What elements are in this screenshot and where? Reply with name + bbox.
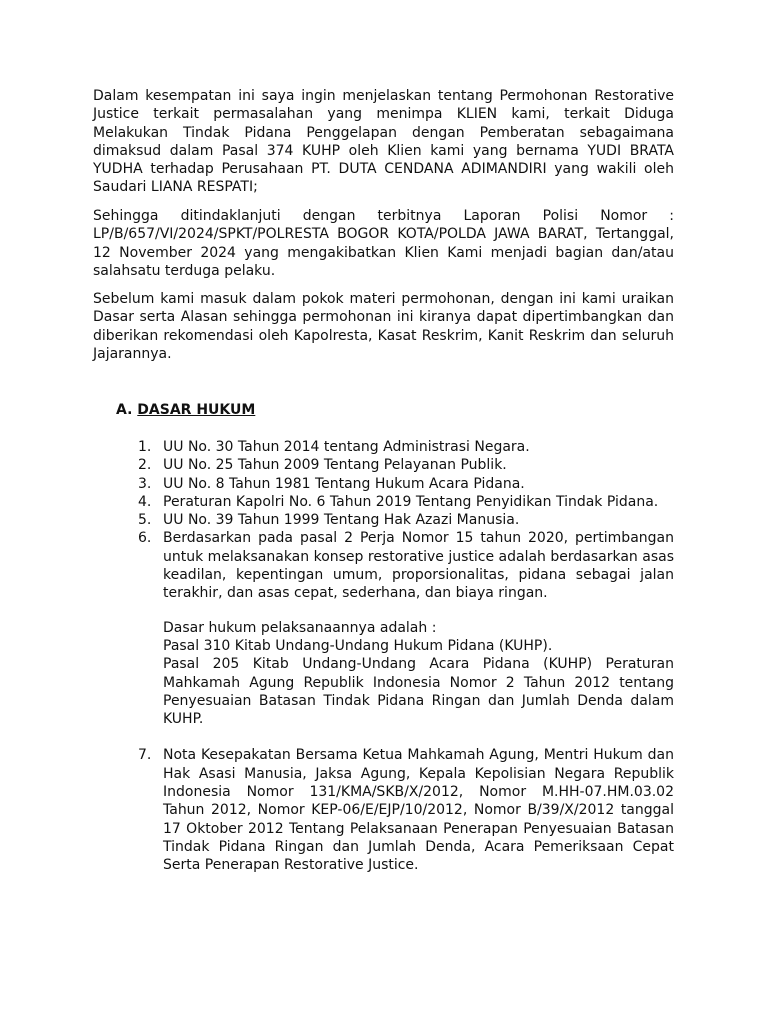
list-item-text: UU No. 30 Tahun 2014 tentang Administrasi Negara. xyxy=(163,439,530,455)
list-item-text: Nota Kesepakatan Bersama Ketua Mahkamah Agung, Mentri Hukum dan Hak Asasi Manusia, Jaksa Agung, Kepala Kepolisian Negara Republik Indonesia Nomor 131/KMA/SKB/X/2012, Nomor M.HH-07.HM.03.02 Tahun 2012, Nomor KEP-06/E/EJP/10/2012, Nomor B/39/X/2012 tanggal 17 Oktober 2012 Tentang Pelaksanaan Penerapan Penyesuaian Batasan Tindak Pidana Ringan dan Jumlah Denda, Acara Pemeriksaan Cepat Serta Penerapan Restorative Justice. xyxy=(163,747,674,874)
list-item xyxy=(0,529,768,746)
list-item xyxy=(0,475,768,493)
paragraph-basis-intro: Sebelum kami masuk dalam pokok materi permohonan, dengan ini kami uraikan Dasar serta Alasan sehingga permohonan ini kiranya dapat dipertimbangkan dan diberikan rekomendasi oleh Kapolresta, Kasat Reskrim, Kanit Reskrim dan seluruh Jajarannya. xyxy=(93,291,674,362)
basis-line-2: Pasal 205 Kitab Undang-Undang Acara Pidana (KUHP) Peraturan Mahkamah Agung Republik Indonesia Nomor 2 Tahun 2012 tentang Penyesuaian Batasan Tindak Pidana Ringan dan Jumlah Denda dalam KUHP. xyxy=(163,656,674,728)
basis-intro: Dasar hukum pelaksanaannya adalah : xyxy=(163,619,437,636)
list-item-number: 4. xyxy=(138,493,152,510)
section-letter: A. xyxy=(116,402,133,418)
list-item xyxy=(0,511,768,529)
list-item-text: Berdasarkan pada pasal 2 Perja Nomor 15 tahun 2020, pertimbangan untuk melaksanakan konsep restorative justice adalah berdasarkan asas keadilan, kepentingan umum, proporsionalitas, pidana sebagai jalan terakhir, dan asas cepat, sederhana, dan biaya ringan. xyxy=(163,530,674,602)
legal-basis-list xyxy=(0,438,768,875)
section-title: DASAR HUKUM xyxy=(137,402,256,418)
basis-line-1: Pasal 310 Kitab Undang-Undang Hukum Pidana (KUHP). xyxy=(163,637,553,654)
list-item-number: 1. xyxy=(138,439,152,455)
section-heading xyxy=(116,400,255,420)
list-item xyxy=(0,438,768,456)
paragraph-police-report: Sehingga ditindaklanjuti dengan terbitnya Laporan Polisi Nomor : LP/B/657/VI/2024/SPKT/POLRESTA BOGOR KOTA/POLDA JAWA BARAT, Tertanggal, 12 November 2024 yang mengakibatkan Klien Kami menjadi bagian dan/atau salahsatu terduga pelaku. xyxy=(93,208,674,279)
list-item-number: 2. xyxy=(138,457,152,474)
spacer xyxy=(0,603,768,619)
list-item xyxy=(0,746,768,874)
list-item-text: UU No. 39 Tahun 1999 Tentang Hak Azazi Manusia. xyxy=(163,512,520,529)
spacer xyxy=(0,728,768,746)
paragraph-intro: Dalam kesempatan ini saya ingin menjelaskan tentang Permohonan Restorative Justice terkait permasalahan yang menimpa KLIEN kami, terkait Diduga Melakukan Tindak Pidana Penggelapan dengan Pemberatan sebagaimana dimaksud dalam Pasal 374 KUHP oleh Klien kami yang bernama YUDI BRATA YUDHA terhadap Perusahaan PT. DUTA CENDANA ADIMANDIRI yang wakili oleh Saudari LIANA RESPATI; xyxy=(93,88,674,196)
list-item-number: 7. xyxy=(138,747,152,764)
list-item-number: 5. xyxy=(138,512,152,529)
list-item-number: 6. xyxy=(138,530,152,547)
list-item xyxy=(0,456,768,474)
list-item-text: Peraturan Kapolri No. 6 Tahun 2019 Tentang Penyidikan Tindak Pidana. xyxy=(163,493,659,510)
list-item-number: 3. xyxy=(138,475,152,492)
list-item-text: UU No. 25 Tahun 2009 Tentang Pelayanan Publik. xyxy=(163,457,507,474)
list-item-text: UU No. 8 Tahun 1981 Tentang Hukum Acara Pidana. xyxy=(163,475,525,492)
list-item xyxy=(0,493,768,511)
